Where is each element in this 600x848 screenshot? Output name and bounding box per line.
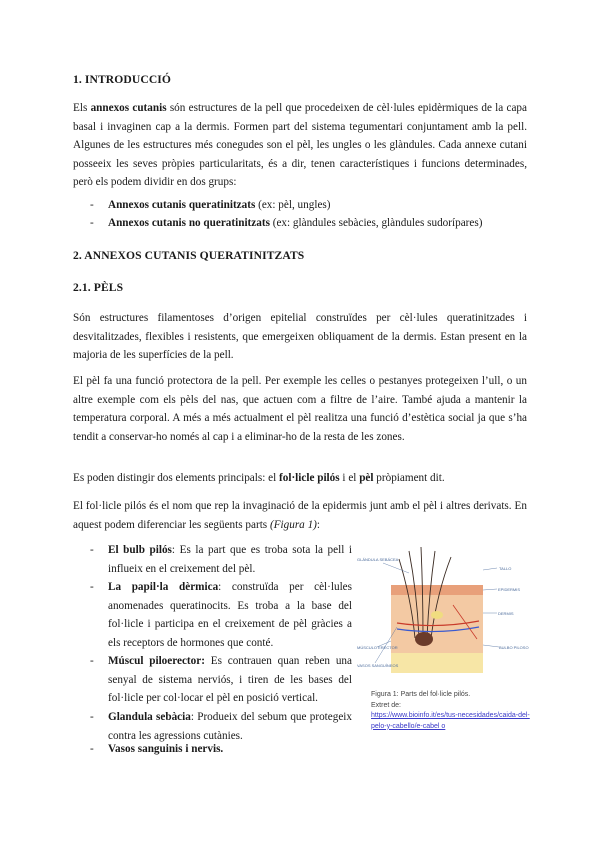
caption-link[interactable]: https://www.bioinfo.it/es/tus-necesidades/caida-del-pelo-y-cabello/e-cabel o	[371, 712, 530, 730]
heading-pels: 2.1. PÈLS	[73, 281, 124, 294]
part-item-vasos: - Vasos sanguinis i nervis.	[90, 740, 352, 759]
part-item-papil-la: - La papil·la dèrmica: construïda per cèl·lules anomenades queratinocits. Es troba a la base del fol·licle i participa en el creixement de pèl gràcies a els receptors de hormones que conté.	[90, 578, 352, 652]
pels-paragraph-3: Es poden distingir dos elements principals: el fol·licle pilós i el pèl pròpiament dit.	[73, 472, 445, 484]
label-epidermis: EPIDERMIS	[498, 587, 521, 592]
epidermis-layer	[391, 585, 483, 595]
pels-paragraph-4: El fol·licle pilós és el nom que rep la invaginació de la epidermis junt amb el pèl i altres derivats. En aquest podem diferenciar les següents parts (Figura 1):	[73, 500, 527, 531]
label-tallo: TALLO	[499, 566, 512, 571]
part-item-muscul: - Múscul piloerector: Es contrauen quan reben una senyal de sistema nerviós, i tiren de les bases del fol·licle per col·locar el pèl en posició vertical.	[90, 652, 352, 708]
label-dermis: DERMIS	[498, 611, 514, 616]
hair-bulb	[415, 632, 433, 646]
part-item-glandula: - Glandula sebàcia: Produeix del sebum que protegeix contra les agressions cutànies.	[90, 708, 352, 745]
heading-introduccio: 1. INTRODUCCIÓ	[73, 73, 172, 86]
label-bulbo-piloso: BULBO PILOSO	[499, 645, 529, 650]
bullet-dash: -	[90, 655, 94, 667]
caption-title: Figura 1: Parts del fol·licle pilós.	[371, 691, 471, 698]
sebaceous-gland	[431, 611, 443, 619]
pels-paragraph-2: El pèl fa una funció protectora de la pell. Per exemple les celles o pestanyes protegeixen l’ull, o un altre exemple com els pèls del nas, que actuen com a filtre de l’aire. També ajuda a mantenir la temperatura corporal. A més a més actualment el pèl realitza una funció d’estètica social ja que s’ha tendit a conservar-ho només al cap i a eliminar-ho de la resta de les zones.	[73, 375, 527, 443]
intro-paragraph: Els annexos cutanis són estructures de la pell que procedeixen de cèl·lules epidèrmiques de la capa basal i invaginen cap a la dermis. Formen part del sistema tegumentari conjuntament amb la pell. Algunes de les estructures més conegudes son el pèl, les ungles o les glàndules. Cada annexe cutani posseeix les seves pròpies particularitats, és a dir, tenen característiques i funcions determinades, però els podem dividir en dos grups:	[73, 102, 527, 188]
bullet-dash: -	[90, 199, 94, 211]
document-page: 1. INTRODUCCIÓ Els annexos cutanis són estructures de la pell que procedeixen de cèl·lules epidèrmiques de la capa basal i invaginen cap a la dermis. Formen part del sistema tegumentari conjuntament amb la pell. Algunes de les estructures més conegudes son el pèl, les ungles o les glàndules. Cada annexe cutani posseeix les seves pròpies particularitats, és a dir, tenen característiques i funcions determinades, però els podem dividir en dos grups: - Annexos cutanis queratinitzats (ex: pèl, ungles) - Annexos cutanis no queratinitzats (ex: glàndules sebàcies, glàndules sudorípares) 2. ANNEXOS CUTANIS QUERATINITZATS 2.1. PÈLS Són estructures filamentoses d’origen epitelial construïdes per cèl·lules queratinitzades i desvitalitzades, flexibles i resistents, que emergeixen obliquament de la dermis. Estan present en la majoria de les superfícies de la pell. El pèl fa una funció protectora de la pell. Per exemple les celles o pestanyes protegeixen l’ull, o un altre exemple com els pèls del nas, que actuen com a filtre de l’aire. També ajuda a mantenir la temperatura corporal. A més a més actualment el pèl realitza una funció d’estètica social ja que s’ha tendit a conservar-ho només al cap i a eliminar-ho de la resta de les zones. Es poden distingir dos elements principals: el fol·licle pilós i el pèl pròpiament dit. El fol·licle pilós és el nom que rep la invaginació de la epidermis junt amb el pèl i altres derivats. En aquest podem diferenciar les següents parts (Figura 1): - El bulb pilós: Es la part que es troba sota la pell i influeix en el creixement del pèl. - La papil·la dèrmica: construïda per cèl·lules anomenades queratinocits. Es troba a la base del fol·licle i participa en el creixement de pèl gràcies a els receptors de hormones que conté. - Múscul piloerector: Es contrauen quan reben una senyal de sistema nerviós, i tiren de les bases del fol·licle per col·locar el pèl en posició vertical. - Glandula sebàcia: Produeix del sebum que protegeix contra les agressions cutànies. - Vasos sanguinis i nervis. GLÁNDULA SEBÁCEA TALLO EPIDERMIS DERMIS MÚSCULO ERECTOR BULBO PILOSO VASOS SANGUÍNEOS Figura 1: Parts del fol·licle pilós. Extret de: https://www.bioinfo.it/es/tus-necesidades/caida-del-pelo-y-cabello/e-cabel o	[0, 0, 600, 848]
caption-source: Extret de:	[371, 701, 401, 709]
bullet-dash: -	[90, 581, 94, 593]
label-musculo-erector: MÚSCULO ERECTOR	[357, 645, 398, 650]
bullet-dash: -	[90, 544, 94, 556]
bullet-dash: -	[90, 711, 94, 723]
label-vasos-sanguineos: VASOS SANGUÍNEOS	[357, 663, 399, 668]
heading-annexos-queratinitzats: 2. ANNEXOS CUTANIS QUERATINITZATS	[73, 249, 305, 262]
figure-caption	[371, 690, 536, 732]
part-item-bulb-pilos: - El bulb pilós: Es la part que es troba sota la pell i influeix en el creixement del pèl.	[90, 541, 352, 578]
bullet-dash: -	[90, 217, 94, 229]
hair-follicle-figure	[357, 543, 529, 683]
hypodermis-layer	[391, 653, 483, 673]
pels-paragraph-1: Són estructures filamentoses d’origen epitelial construïdes per cèl·lules queratinitzades i desvitalitzades, flexibles i resistents, que emergeixen obliquament de la dermis. Estan present en la majoria de les superfícies de la pell.	[73, 312, 527, 361]
label-glandula-sebacea: GLÁNDULA SEBÁCEA	[357, 557, 399, 562]
bullet-dash: -	[90, 743, 94, 755]
term-annexos-cutanis: annexos cutanis	[90, 102, 167, 114]
